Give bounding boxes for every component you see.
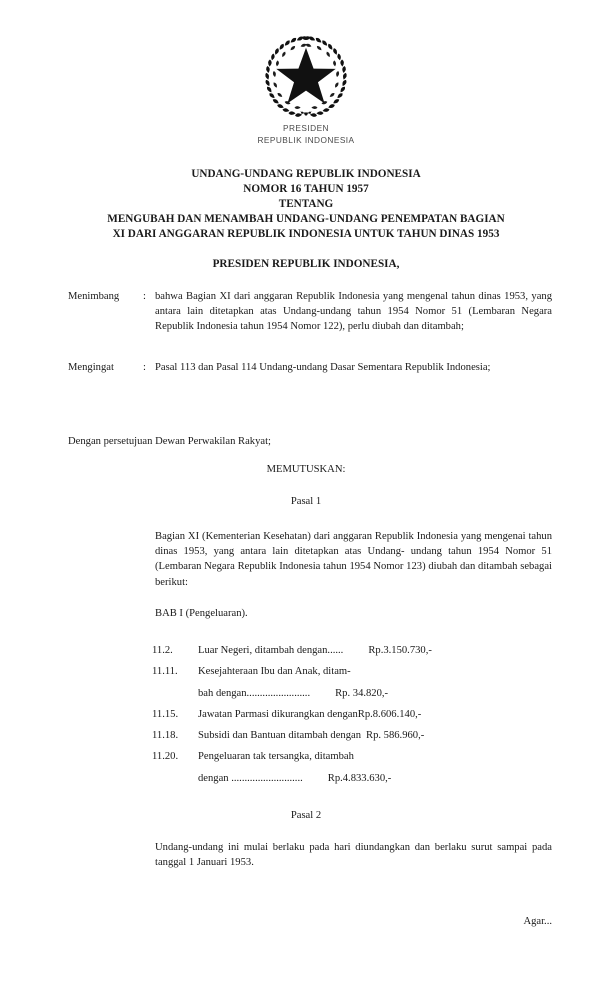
budget-item-number: 11.20. [152,751,179,763]
memutuskan-heading: MEMUTUSKAN: [266,464,346,475]
bab-1-line: BAB I (Pengeluaran). [155,608,248,619]
clause-menimbang-body: bahwa Bagian XI dari anggaran Republik Indonesia yang mengenal tahun dinas 1953, yang antara lain ditetapkan atas Undang-undang tahun 1954 Nomor 51 (Lembaran Negara Republik Indonesia tahun 1954 Nomor 122), perlu diubah dan ditambah; [155,291,552,333]
pasal-2-heading: Pasal 2 [290,810,322,821]
budget-item-list [152,645,552,794]
budget-item-description: bah dengan........................ [198,687,311,699]
clause-mengingat [68,360,552,375]
budget-item-description: Luar Negeri, ditambah dengan...... [198,645,344,656]
title-line-1: UNDANG-UNDANG REPUBLIK INDONESIA [191,168,421,180]
clause-menimbang [68,289,552,335]
budget-item-row [152,709,552,730]
budget-item-amount: Rp. 586.960,- [366,730,425,742]
emblem-caption-line-1: PRESIDEN [282,123,330,133]
pasal-1-heading: Pasal 1 [290,496,322,507]
pasal-1-body: Bagian XI (Kementerian Kesehatan) dari anggaran Republik Indonesia yang mengenai tahun dinas 1953, yang antara lain ditetapkan atas Undang- undang tahun 1954 Nomor 51 (Lembaran Negara Republik Indonesia tahun 1954 Nomor 123) diubah dan ditambah sebagai berikut: [155,531,552,588]
budget-item-description: Pengeluaran tak tersangka, ditambah [198,751,354,763]
title-line-4: MENGUBAH DAN MENAMBAH UNDANG-UNDANG PENEMPATAN BAGIAN [107,213,505,226]
approval-line: Dengan persetujuan Dewan Perwakilan Rakyat; [68,436,271,447]
budget-item-number: 11.2. [152,645,173,656]
title-line-3: TENTANG [278,198,334,211]
budget-item-row [152,666,552,687]
clause-menimbang-label: Menimbang [68,291,120,302]
budget-item-number: 11.18. [152,730,179,742]
budget-item-row [152,688,552,709]
budget-item-description: Subsidi dan Bantuan ditambah dengan [198,730,361,742]
budget-item-row [152,751,552,772]
budget-item-amount: Rp.4.833.630,- [327,772,392,784]
clause-mengingat-colon: : [143,362,146,373]
emblem-caption-line-2: REPUBLIK INDONESIA [257,134,355,145]
garuda-star-wreath-emblem [263,34,349,120]
budget-item-amount: Rp. 34.820,- [335,687,389,699]
emblem-caption [0,123,612,146]
budget-item-number: 11.11. [152,666,178,678]
clause-mengingat-label: Mengingat [68,362,114,373]
title-line-5: XI DARI ANGGARAN REPUBLIK INDONESIA UNTUK TAHUN DINAS 1953 [112,228,500,241]
title-line-2: NOMOR 16 TAHUN 1957 [243,183,369,196]
budget-item-amount: Rp.8.606.140,- [357,708,422,720]
continuation-note: Agar... [523,916,552,927]
budget-item-row [152,730,552,751]
budget-item-number: 11.15. [152,708,179,720]
clause-mengingat-body: Pasal 113 dan Pasal 114 Undang-undang Dasar Sementara Republik Indonesia; [155,362,491,373]
clause-menimbang-colon: : [143,291,146,302]
decree-heading: PRESIDEN REPUBLIK INDONESIA, [212,258,400,270]
budget-item-row [152,645,552,666]
budget-item-description: dengan ........................... [198,772,303,784]
emblem-block [0,34,612,146]
budget-item-amount: Rp.3.150.730,- [368,645,432,656]
budget-item-description: Kesejahteraan Ibu dan Anak, ditam- [198,666,351,678]
pasal-2-body: Undang-undang ini mulai berlaku pada hari diundangkan dan berlaku surut sampai pada tanggal 1 Januari 1953. [155,842,552,869]
budget-item-row [152,773,552,794]
budget-item-description: Jawatan Parmasi dikurangkan dengan [198,708,358,720]
page-title [40,167,572,242]
